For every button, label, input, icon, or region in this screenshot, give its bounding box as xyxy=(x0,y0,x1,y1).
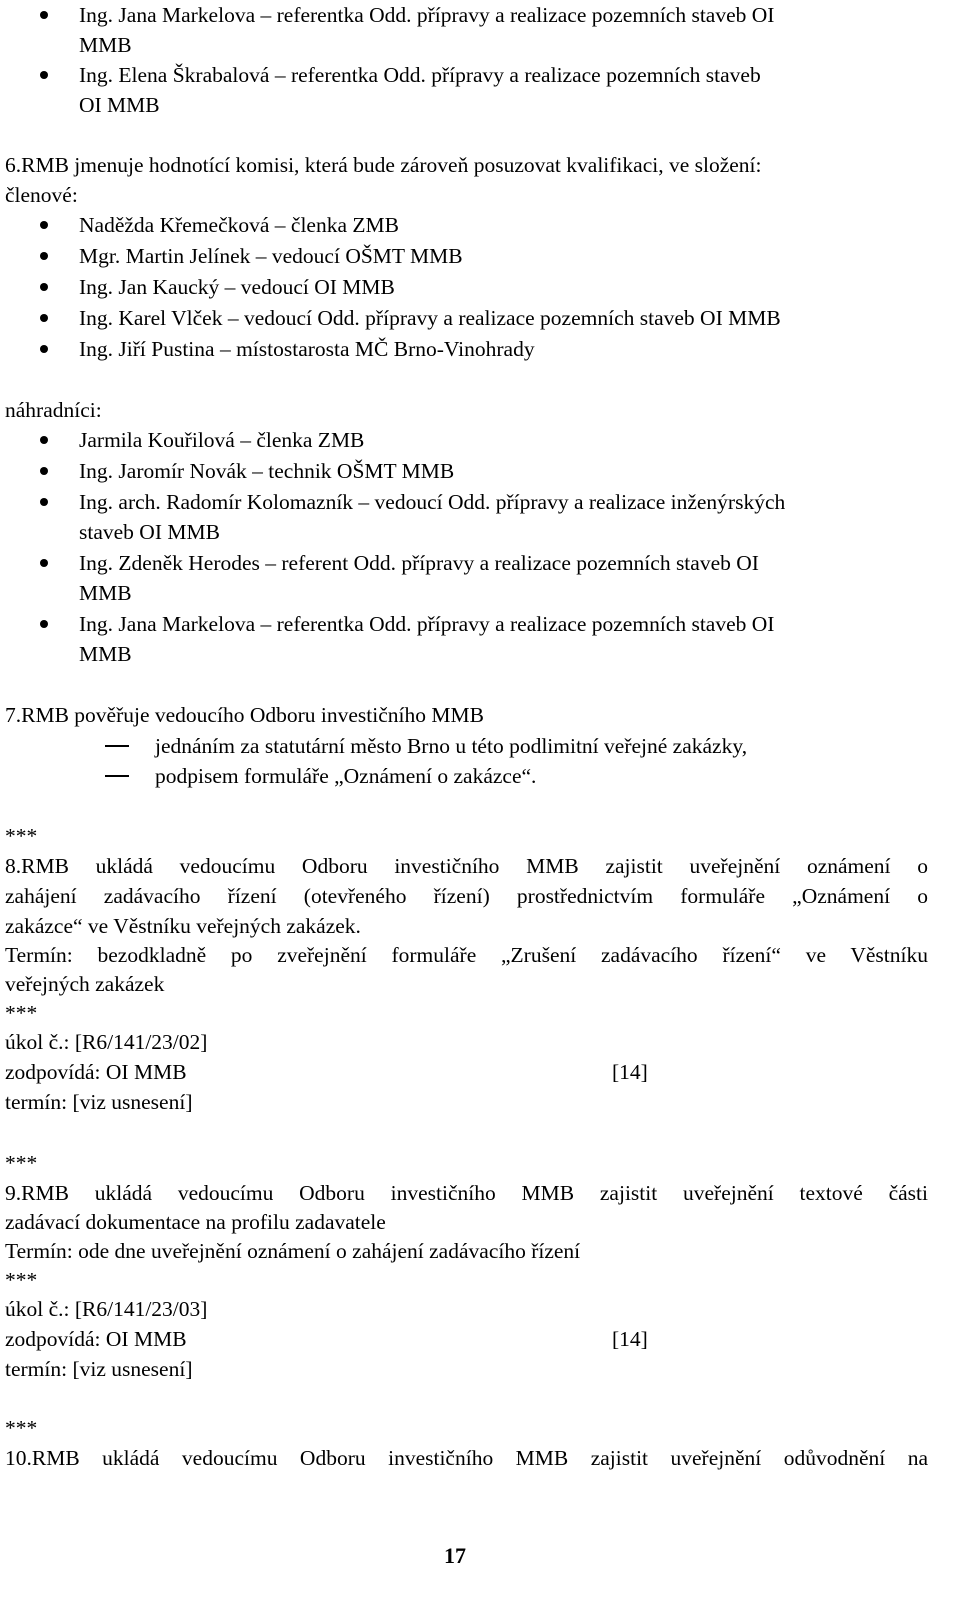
resolution-9-line: zadávací dokumentace na profilu zadavatele xyxy=(5,1210,386,1234)
dash-icon xyxy=(105,775,129,777)
deadline-line: Termín: bezodkladně po zveřejnění formuláře „Zrušení zadávacího řízení“ ve Věstníku xyxy=(5,943,928,967)
member-item: Ing. Karel Vlček – vedoucí Odd. přípravy a realizace pozemních staveb OI MMB xyxy=(79,306,781,330)
responsible-code: [14] xyxy=(612,1327,648,1351)
dash-icon xyxy=(105,745,129,747)
members-label: členové: xyxy=(5,183,78,207)
dash-item: podpisem formuláře „Oznámení o zakázce“. xyxy=(155,764,537,788)
resolution-7-heading: 7.RMB pověřuje vedoucího Odboru investičního MMB xyxy=(5,703,484,727)
resolution-8-line: 8.RMB ukládá vedoucímu Odboru investičního MMB zajistit uveřejnění oznámení o xyxy=(5,854,928,878)
separator: *** xyxy=(5,824,38,848)
substitutes-label: náhradníci: xyxy=(5,398,102,422)
bullet-icon xyxy=(40,467,48,475)
task-number: úkol č.: [R6/141/23/02] xyxy=(5,1030,208,1054)
separator: *** xyxy=(5,1416,38,1440)
resolution-8-line: zakázce“ ve Věstníku veřejných zakázek. xyxy=(5,914,361,938)
member-item: Ing. Jiří Pustina – místostarosta MČ Brno-Vinohrady xyxy=(79,337,535,361)
deadline-line: veřejných zakázek xyxy=(5,972,165,996)
separator: *** xyxy=(5,1151,38,1175)
bullet-icon xyxy=(40,436,48,444)
separator: *** xyxy=(5,1001,38,1025)
bullet-icon xyxy=(40,221,48,229)
substitute-item-continuation: MMB xyxy=(79,642,132,666)
substitute-item-continuation: staveb OI MMB xyxy=(79,520,220,544)
substitute-item: Ing. Jana Markelova – referentka Odd. přípravy a realizace pozemních staveb OI xyxy=(79,612,775,636)
resolution-8-line: zahájení zadávacího řízení (otevřeného řízení) prostřednictvím formuláře „Oznámení o xyxy=(5,884,928,908)
bullet-icon xyxy=(40,620,48,628)
responsible-code: [14] xyxy=(612,1060,648,1084)
resolution-6-heading: 6.RMB jmenuje hodnotící komisi, která bude zároveň posuzovat kvalifikaci, ve složení: xyxy=(5,153,762,177)
term-line: termín: [viz usnesení] xyxy=(5,1090,193,1114)
bullet-icon xyxy=(40,345,48,353)
page-number: 17 xyxy=(444,1543,466,1568)
bullet-icon xyxy=(40,252,48,260)
bullet-icon xyxy=(40,498,48,506)
term-line: termín: [viz usnesení] xyxy=(5,1357,193,1381)
substitute-item: Ing. arch. Radomír Kolomazník – vedoucí Odd. přípravy a realizace inženýrských xyxy=(79,490,786,514)
list-item-continuation: OI MMB xyxy=(79,93,160,117)
task-number: úkol č.: [R6/141/23/03] xyxy=(5,1297,208,1321)
responsible-line: zodpovídá: OI MMB xyxy=(5,1060,187,1084)
list-item-text: Ing. Jana Markelova – referentka Odd. přípravy a realizace pozemních staveb OI xyxy=(79,3,775,27)
list-item-continuation: MMB xyxy=(79,33,132,57)
bullet-icon xyxy=(40,559,48,567)
separator: *** xyxy=(5,1268,38,1292)
bullet-icon xyxy=(40,283,48,291)
list-item-text: Ing. Elena Škrabalová – referentka Odd. přípravy a realizace pozemních staveb xyxy=(79,63,761,87)
substitute-item: Ing. Zdeněk Herodes – referent Odd. přípravy a realizace pozemních staveb OI xyxy=(79,551,759,575)
substitute-item-continuation: MMB xyxy=(79,581,132,605)
resolution-10-line: 10.RMB ukládá vedoucímu Odboru investičního MMB zajistit uveřejnění odůvodnění na xyxy=(5,1446,928,1470)
substitute-item: Jarmila Kouřilová – členka ZMB xyxy=(79,428,365,452)
responsible-line: zodpovídá: OI MMB xyxy=(5,1327,187,1351)
bullet-icon xyxy=(40,11,48,19)
dash-item: jednáním za statutární město Brno u této podlimitní veřejné zakázky, xyxy=(155,734,748,758)
member-item: Naděžda Křemečková – členka ZMB xyxy=(79,213,399,237)
bullet-icon xyxy=(40,71,48,79)
resolution-9-line: 9.RMB ukládá vedoucímu Odboru investičního MMB zajistit uveřejnění textové části xyxy=(5,1181,928,1205)
member-item: Ing. Jan Kaucký – vedoucí OI MMB xyxy=(79,275,395,299)
member-item: Mgr. Martin Jelínek – vedoucí OŠMT MMB xyxy=(79,244,463,268)
deadline-line: Termín: ode dne uveřejnění oznámení o zahájení zadávacího řízení xyxy=(5,1239,581,1263)
substitute-item: Ing. Jaromír Novák – technik OŠMT MMB xyxy=(79,459,455,483)
bullet-icon xyxy=(40,314,48,322)
